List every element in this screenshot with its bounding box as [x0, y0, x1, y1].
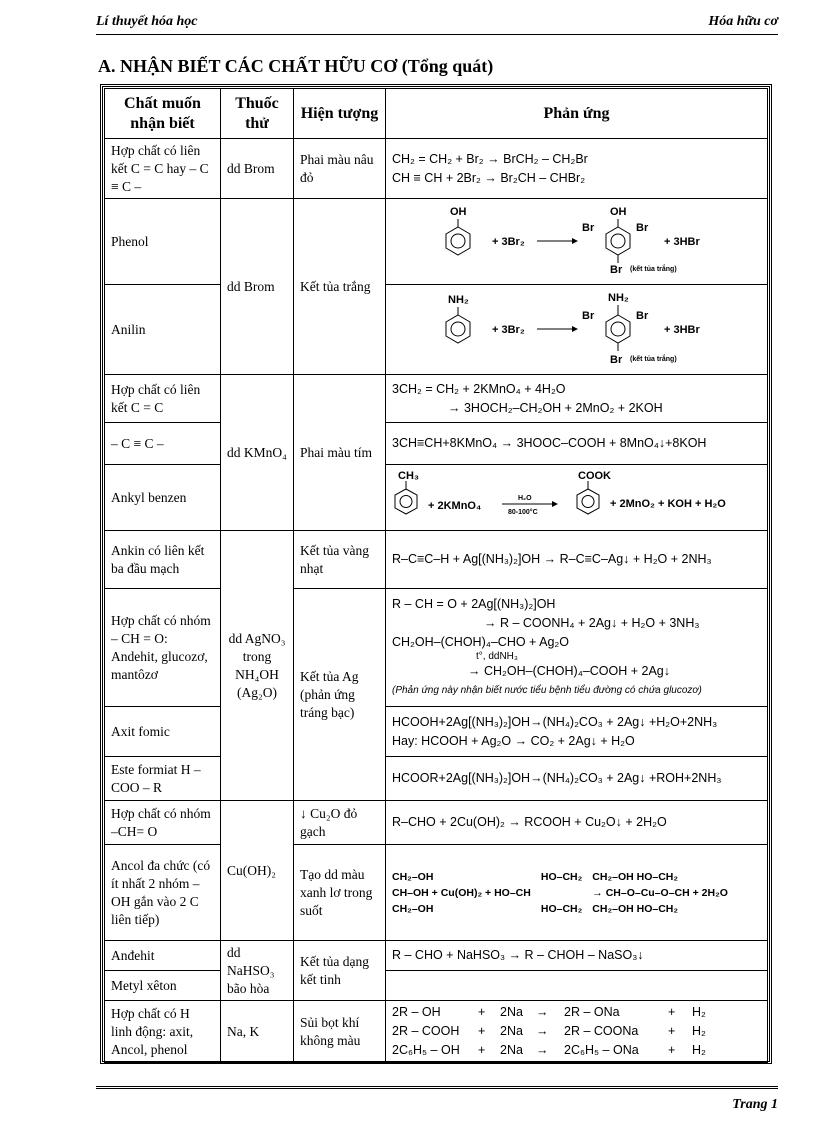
- substance-cell: Hợp chất có liên kết C = C: [105, 375, 221, 423]
- oh-label: OH: [450, 206, 467, 218]
- br-label: Br: [610, 354, 623, 366]
- polyol-structure: CH₂–OH CH–OH + Cu(OH)₂ + HO–CH CH₂–OH: [392, 870, 531, 915]
- reaction-line: → CH₂OH–(CHOH)₄–COOH + 2Ag↓: [468, 664, 671, 678]
- header-left: Lí thuyết hóa học: [96, 14, 198, 29]
- br-label: Br: [636, 222, 649, 234]
- benzene-ring-icon: [395, 489, 417, 514]
- precipitate-note: (kết tủa trắng): [630, 266, 677, 273]
- reaction-line: 2C₆H₅ – OH + 2Na → 2C₆H₅ – ONa + H₂: [392, 1043, 706, 1057]
- phenomenon-cell: Kết tủa trắng: [294, 199, 386, 375]
- br-label: Br: [582, 310, 595, 322]
- substance-cell: Ankin có liên kết ba đầu mạch: [105, 531, 221, 589]
- reaction-cell: R–C≡C–H + Ag[(NH₃)₂]OH → R–C≡C–Ag↓ + H₂O + 2NH₃: [386, 531, 768, 589]
- precipitate-note: (kết tủa trắng): [630, 356, 677, 363]
- reaction-cell: [386, 285, 768, 375]
- page-number: Trang 1: [732, 1097, 778, 1112]
- reagent-cell: dd Brom: [221, 139, 294, 199]
- benzene-ring-icon: [606, 315, 630, 343]
- copper-complex-structure: CH₂–OH HO–CH₂ → CH–O–Cu–O–CH + 2H₂O CH₂–OH HO–CH₂: [592, 870, 728, 915]
- nh2-label: NH₂: [448, 294, 469, 306]
- reagent-cell: dd Brom: [221, 199, 294, 375]
- col-header-reaction: Phản ứng: [386, 89, 768, 139]
- substance-cell: Metyl xêton: [105, 971, 221, 1001]
- reaction-cell: [386, 199, 768, 285]
- reaction-cell: [386, 139, 768, 199]
- page-header: [96, 12, 778, 35]
- reaction-cell: [386, 707, 768, 757]
- condition-top: H₂O: [518, 495, 532, 502]
- substance-cell: Ankyl benzen: [105, 465, 221, 531]
- table-header-row: [105, 89, 768, 139]
- table-row: [105, 199, 768, 285]
- phenomenon-cell: Phai màu tím: [294, 375, 386, 531]
- col-header-substance: Chất muốn nhận biết: [105, 89, 221, 139]
- reaction-line: Hay: HCOOH + Ag₂O → CO₂ + 2Ag↓ + H₂O: [392, 733, 635, 748]
- phenomenon-cell: Phai màu nâu đỏ: [294, 139, 386, 199]
- reaction-line: CH₂OH–(CHOH)₄–CHO + Ag₂O: [392, 635, 569, 649]
- ch3-label: CH₃: [398, 470, 419, 482]
- header-right: Hóa hữu cơ: [708, 14, 778, 29]
- reaction-cell: HCOOR+2Ag[(NH₃)₂]OH→(NH₄)₂CO₃ + 2Ag↓ +ROH+2NH₃: [386, 757, 768, 801]
- reaction-cell: [386, 589, 768, 707]
- phenomenon-cell: ↓ Cu₂O đỏ gạch: [294, 801, 386, 845]
- benzene-ring-icon: [577, 489, 599, 514]
- phenomenon-cell: Kết tủa Ag (phản ứng tráng bạc): [294, 589, 386, 801]
- table-row: [105, 139, 768, 199]
- footer-rule: [96, 1086, 778, 1089]
- table-row: [105, 971, 768, 1001]
- reagent-label: + 2KMnO₄: [428, 500, 482, 512]
- reagent-cell: dd NaHSO₃ bão hòa: [221, 941, 294, 1001]
- reagent-table: [104, 88, 768, 1063]
- table-row: [105, 375, 768, 423]
- reaction-cell: [386, 1001, 768, 1063]
- product-label: + 3HBr: [664, 236, 700, 248]
- condition-bottom: 80-100°C: [508, 509, 538, 516]
- nh2-label: NH₂: [608, 292, 629, 304]
- reaction-line: CH ≡ CH + 2Br₂ → Br₂CH – CHBr₂: [392, 170, 586, 185]
- substance-cell: – C ≡ C –: [105, 423, 221, 465]
- phenomenon-cell: Sủi bọt khí không màu: [294, 1001, 386, 1063]
- substance-cell: Hợp chất có liên kết C = C hay – C ≡ C –: [105, 139, 221, 199]
- substance-cell: Anilin: [105, 285, 221, 375]
- reaction-line: 3CH₂ = CH₂ + 2KMnO₄ + 4H₂O: [392, 381, 566, 396]
- substance-cell: Hợp chất có nhóm – CH = O: Andehit, glucozơ, mantôzơ: [105, 589, 221, 707]
- benzene-ring-icon: [446, 315, 470, 343]
- cook-label: COOK: [578, 470, 611, 482]
- col-header-reagent: Thuốc thử: [221, 89, 294, 139]
- reagent-cell: Na, K: [221, 1001, 294, 1063]
- reaction-line: 2R – OH + 2Na → 2R – ONa + H₂: [392, 1005, 706, 1019]
- substance-cell: Anđehit: [105, 941, 221, 971]
- table-row: [105, 801, 768, 845]
- table-row: [105, 941, 768, 971]
- reaction-line: HCOOH+2Ag[(NH₃)₂]OH→(NH₄)₂CO₃ + 2Ag↓ +H₂O+2NH₃: [392, 714, 718, 729]
- table-row: [105, 285, 768, 375]
- br-label: Br: [636, 310, 649, 322]
- br-label: Br: [582, 222, 595, 234]
- reagent-cell: Cu(OH)₂: [221, 801, 294, 941]
- reaction-cell: 3CH≡CH+8KMnO₄ → 3HOOC–COOH + 8MnO₄↓+8KOH: [386, 423, 768, 465]
- reaction-line: → 3HOCH₂–CH₂OH + 2MnO₂ + 2KOH: [448, 400, 663, 415]
- reaction-line: → R – COONH₄ + 2Ag↓ + H₂O + 3NH₃: [484, 616, 700, 630]
- reagent-label: + 3Br₂: [492, 236, 525, 248]
- phenomenon-cell: Tạo dd màu xanh lơ trong suốt: [294, 845, 386, 941]
- reaction-cell: [386, 845, 768, 941]
- reaction-line: 2R – COOH + 2Na → 2R – COONa + H₂: [392, 1024, 706, 1038]
- substance-cell: Axit fomic: [105, 707, 221, 757]
- benzene-ring-icon: [606, 227, 630, 255]
- table-row: [105, 1001, 768, 1063]
- reaction-cell: [386, 971, 768, 1001]
- reaction-line: CH₂ = CH₂ + Br₂ → BrCH₂ – CH₂Br: [392, 151, 588, 166]
- substance-cell: Este formiat H – COO – R: [105, 757, 221, 801]
- reaction-cell: [386, 465, 768, 531]
- reaction-cell: R–CHO + 2Cu(OH)₂ → RCOOH + Cu₂O↓ + 2H₂O: [386, 801, 768, 845]
- oh-label: OH: [610, 206, 627, 218]
- table-row: [105, 531, 768, 589]
- polyol-structure: HO–CH₂ HO–CH₂: [540, 870, 583, 915]
- substance-cell: Hợp chất có H linh động: axit, Ancol, phenol: [105, 1001, 221, 1063]
- reaction-line: R – CH = O + 2Ag[(NH₃)₂]OH: [392, 597, 556, 611]
- reaction-cell: R – CHO + NaHSO₃ → R – CHOH – NaSO₃↓: [386, 941, 768, 971]
- product-label: + 3HBr: [664, 324, 700, 336]
- ankylbenzene-oxidation-diagram: [392, 467, 756, 523]
- benzene-ring-icon: [446, 227, 470, 255]
- reagent-cell: dd KMnO₄: [221, 375, 294, 531]
- aniline-bromination-diagram: [392, 287, 756, 367]
- reaction-note: (Phản ứng này nhận biết nước tiểu bệnh tiểu đường có chứa glucozơ): [392, 685, 702, 696]
- substance-cell: Hợp chất có nhóm –CH= O: [105, 801, 221, 845]
- reaction-condition: t°, ddNH₃: [476, 651, 518, 662]
- product-label: + 2MnO₂ + KOH + H₂O: [610, 498, 726, 510]
- br-label: Br: [610, 264, 623, 276]
- table-row: [105, 845, 768, 941]
- phenol-bromination-diagram: [392, 201, 756, 277]
- reaction-cell: [386, 375, 768, 423]
- table-row: [105, 589, 768, 707]
- table-row: [105, 423, 768, 465]
- reagent-cell: dd AgNO₃ trong NH₄OH (Ag₂O): [221, 531, 294, 801]
- substance-cell: Ancol đa chức (có ít nhất 2 nhóm – OH gắn vào 2 C liên tiếp): [105, 845, 221, 941]
- col-header-phenomenon: Hiện tượng: [294, 89, 386, 139]
- table-row: [105, 465, 768, 531]
- reagent-label: + 3Br₂: [492, 324, 525, 336]
- table-row: [105, 707, 768, 757]
- section-title: A. NHẬN BIẾT CÁC CHẤT HỮU CƠ (Tổng quát): [98, 56, 494, 76]
- phenomenon-cell: Kết tủa dạng kết tinh: [294, 941, 386, 1001]
- table-row: [105, 757, 768, 801]
- phenomenon-cell: Kết tủa vàng nhạt: [294, 531, 386, 589]
- substance-cell: Phenol: [105, 199, 221, 285]
